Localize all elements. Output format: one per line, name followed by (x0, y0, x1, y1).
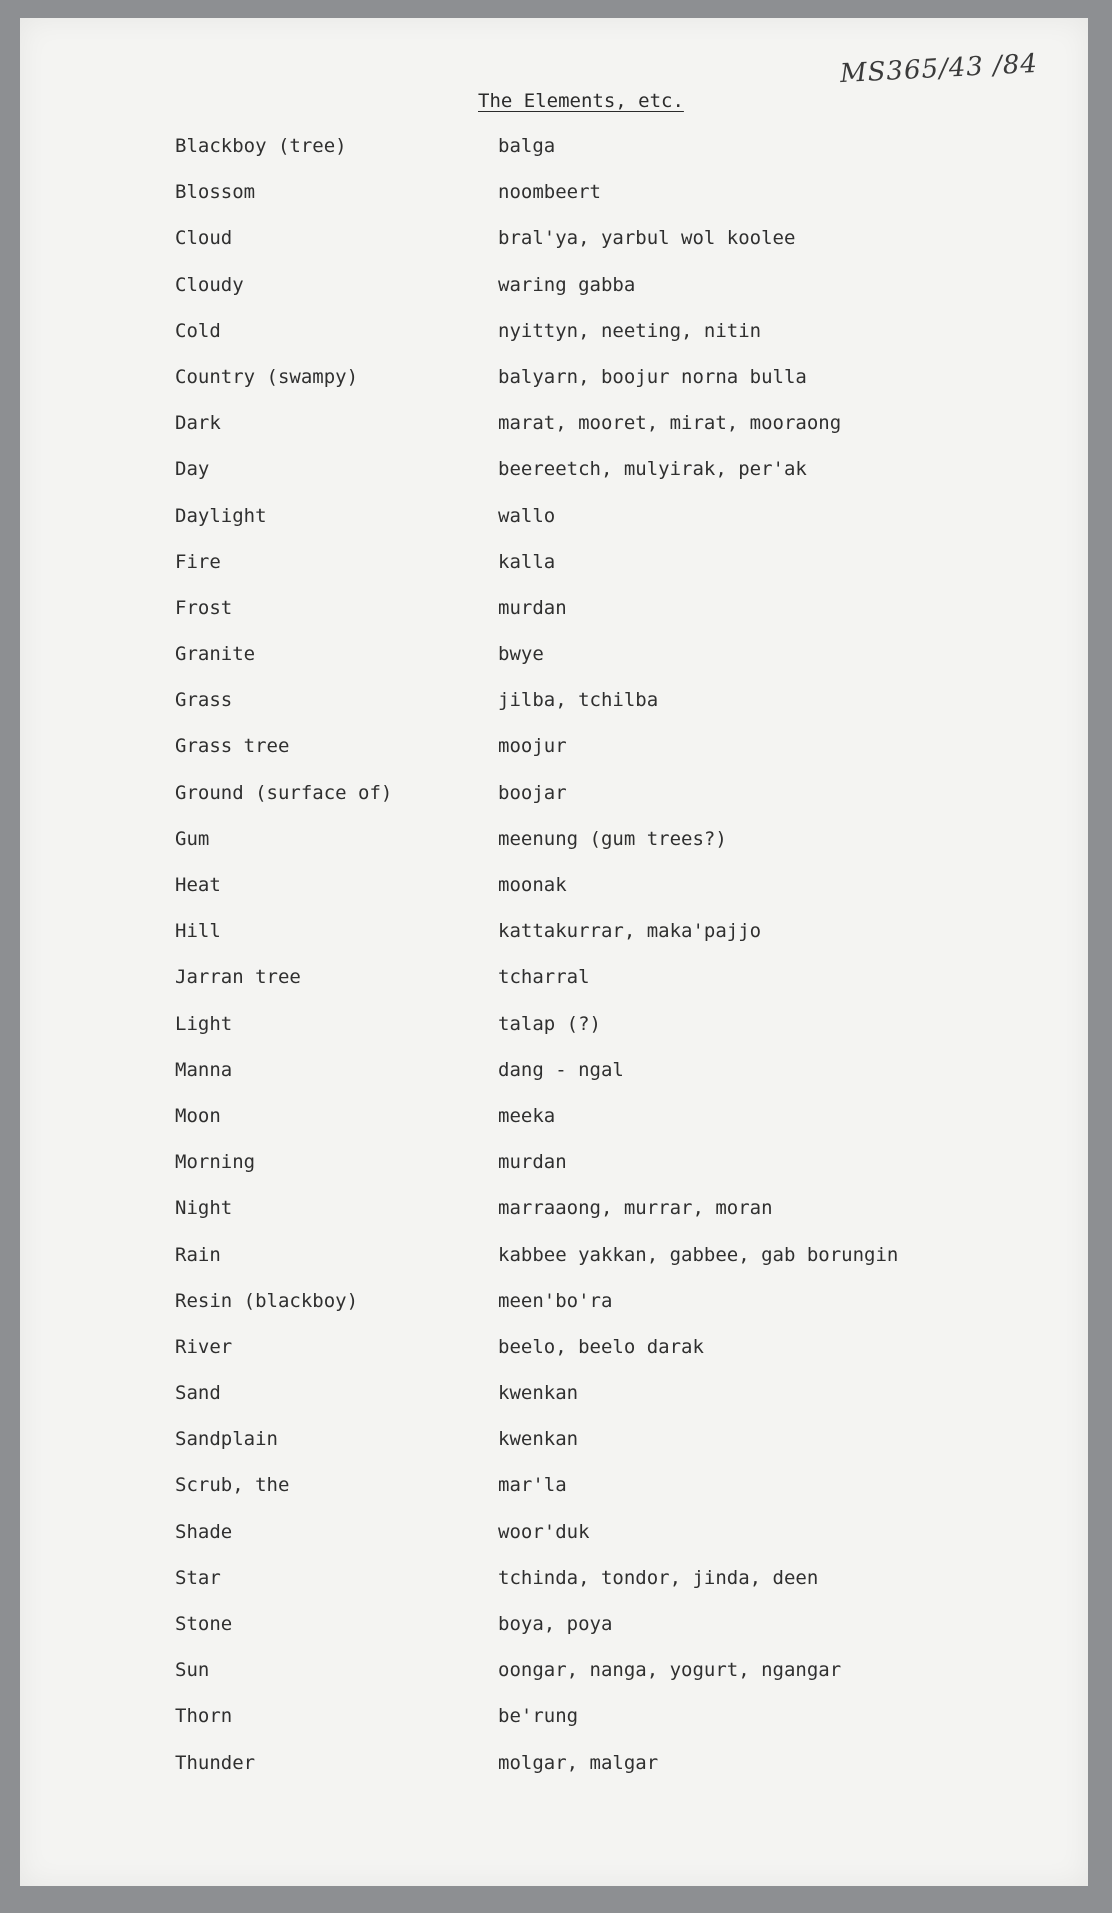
vocab-entry (20, 734, 1088, 780)
noongar-gloss: woor'duk (498, 1520, 590, 1543)
vocab-entry (20, 1473, 1088, 1519)
manuscript-reference: MS365/43 /84 (839, 48, 1039, 90)
vocab-entry (20, 1566, 1088, 1612)
vocab-entry (20, 1658, 1088, 1704)
noongar-gloss: murdan (498, 1151, 567, 1174)
noongar-gloss: beereetch, mulyirak, per'ak (498, 458, 807, 481)
english-term: Shade (175, 1520, 233, 1543)
noongar-gloss: be'rung (498, 1705, 579, 1728)
english-term: Morning (175, 1151, 256, 1174)
vocab-entry (20, 1289, 1088, 1335)
vocab-entry (20, 1381, 1088, 1427)
vocab-entry (20, 1058, 1088, 1104)
vocabulary-list (20, 134, 1088, 1797)
noongar-gloss: jilba, tchilba (498, 689, 659, 712)
noongar-gloss: meeka (498, 1104, 556, 1127)
noongar-gloss: dang - ngal (498, 1058, 624, 1081)
vocab-entry (20, 919, 1088, 965)
noongar-gloss: mar'la (498, 1474, 567, 1497)
vocab-entry (20, 827, 1088, 873)
noongar-gloss: murdan (498, 596, 567, 619)
vocab-entry (20, 1104, 1088, 1150)
english-term: Cold (175, 319, 221, 342)
vocab-entry (20, 365, 1088, 411)
english-term: Dark (175, 412, 221, 435)
english-term: Moon (175, 1104, 221, 1127)
noongar-gloss: kabbee yakkan, gabbee, gab borungin (498, 1243, 899, 1266)
english-term: Daylight (175, 504, 267, 527)
vocab-entry (20, 550, 1088, 596)
vocab-entry (20, 457, 1088, 503)
vocab-entry (20, 642, 1088, 688)
english-term: Day (175, 458, 210, 481)
noongar-gloss: marat, mooret, mirat, mooraong (498, 412, 842, 435)
noongar-gloss: boojar (498, 781, 567, 804)
noongar-gloss: kalla (498, 550, 556, 573)
english-term: Rain (175, 1243, 221, 1266)
english-term: Country (swampy) (175, 365, 359, 388)
english-term: Blossom (175, 181, 256, 204)
page-title: The Elements, etc. (478, 90, 684, 112)
vocab-entry (20, 873, 1088, 919)
english-term: Sand (175, 1382, 221, 1405)
vocab-entry (20, 688, 1088, 734)
english-term: River (175, 1335, 233, 1358)
vocab-entry (20, 1751, 1088, 1797)
english-term: Sandplain (175, 1428, 278, 1451)
noongar-gloss: tcharral (498, 966, 590, 989)
vocab-entry (20, 180, 1088, 226)
english-term: Sun (175, 1659, 210, 1682)
english-term: Heat (175, 874, 221, 896)
english-term: Resin (blackboy) (175, 1289, 359, 1312)
english-term: Hill (175, 920, 221, 943)
noongar-gloss: waring gabba (498, 273, 636, 296)
english-term: Thunder (175, 1751, 256, 1774)
noongar-gloss: bral'ya, yarbul wol koolee (498, 227, 796, 250)
vocab-entry (20, 596, 1088, 642)
vocab-entry (20, 781, 1088, 827)
vocab-entry (20, 1196, 1088, 1242)
vocab-entry (20, 411, 1088, 457)
vocab-entry (20, 319, 1088, 365)
english-term: Jarran tree (175, 966, 301, 989)
english-term: Scrub, the (175, 1474, 290, 1497)
noongar-gloss: moonak (498, 874, 567, 896)
vocab-entry (20, 1704, 1088, 1750)
noongar-gloss: balyarn, boojur norna bulla (498, 365, 807, 388)
vocab-entry (20, 1243, 1088, 1289)
english-term: Night (175, 1197, 233, 1220)
english-term: Frost (175, 596, 233, 619)
english-term: Gum (175, 827, 210, 850)
english-term: Grass (175, 689, 233, 712)
vocab-entry (20, 1335, 1088, 1381)
typed-page (20, 18, 1088, 1886)
vocab-entry (20, 1150, 1088, 1196)
english-term: Star (175, 1566, 221, 1589)
noongar-gloss: noombeert (498, 181, 601, 204)
english-term: Light (175, 1012, 233, 1035)
vocab-entry (20, 1520, 1088, 1566)
vocab-entry (20, 273, 1088, 319)
english-term: Stone (175, 1613, 233, 1635)
vocab-entry (20, 134, 1088, 180)
noongar-gloss: marraaong, murrar, moran (498, 1197, 773, 1220)
noongar-gloss: nyittyn, neeting, nitin (498, 319, 762, 342)
vocab-entry (20, 504, 1088, 550)
noongar-gloss: balga (498, 135, 556, 157)
vocab-entry (20, 1612, 1088, 1658)
vocab-entry (20, 1012, 1088, 1058)
vocab-entry (20, 965, 1088, 1011)
english-term: Grass tree (175, 735, 290, 758)
noongar-gloss: meenung (gum trees?) (498, 827, 727, 850)
english-term: Granite (175, 643, 256, 666)
english-term: Cloud (175, 227, 233, 250)
noongar-gloss: meen'bo'ra (498, 1289, 613, 1312)
noongar-gloss: wallo (498, 504, 556, 527)
noongar-gloss: bwye (498, 643, 544, 666)
noongar-gloss: molgar, malgar (498, 1751, 659, 1774)
vocab-entry (20, 226, 1088, 272)
noongar-gloss: kwenkan (498, 1428, 579, 1451)
noongar-gloss: kwenkan (498, 1382, 579, 1405)
english-term: Blackboy (tree) (175, 135, 347, 157)
english-term: Manna (175, 1058, 233, 1081)
noongar-gloss: oongar, nanga, yogurt, ngangar (498, 1659, 842, 1682)
english-term: Cloudy (175, 273, 244, 296)
noongar-gloss: moojur (498, 735, 567, 758)
english-term: Ground (surface of) (175, 781, 393, 804)
english-term: Fire (175, 550, 221, 573)
noongar-gloss: beelo, beelo darak (498, 1335, 704, 1358)
noongar-gloss: talap (?) (498, 1012, 601, 1035)
english-term: Thorn (175, 1705, 233, 1728)
noongar-gloss: tchinda, tondor, jinda, deen (498, 1566, 819, 1589)
noongar-gloss: boya, poya (498, 1613, 613, 1635)
noongar-gloss: kattakurrar, maka'pajjo (498, 920, 762, 943)
vocab-entry (20, 1427, 1088, 1473)
